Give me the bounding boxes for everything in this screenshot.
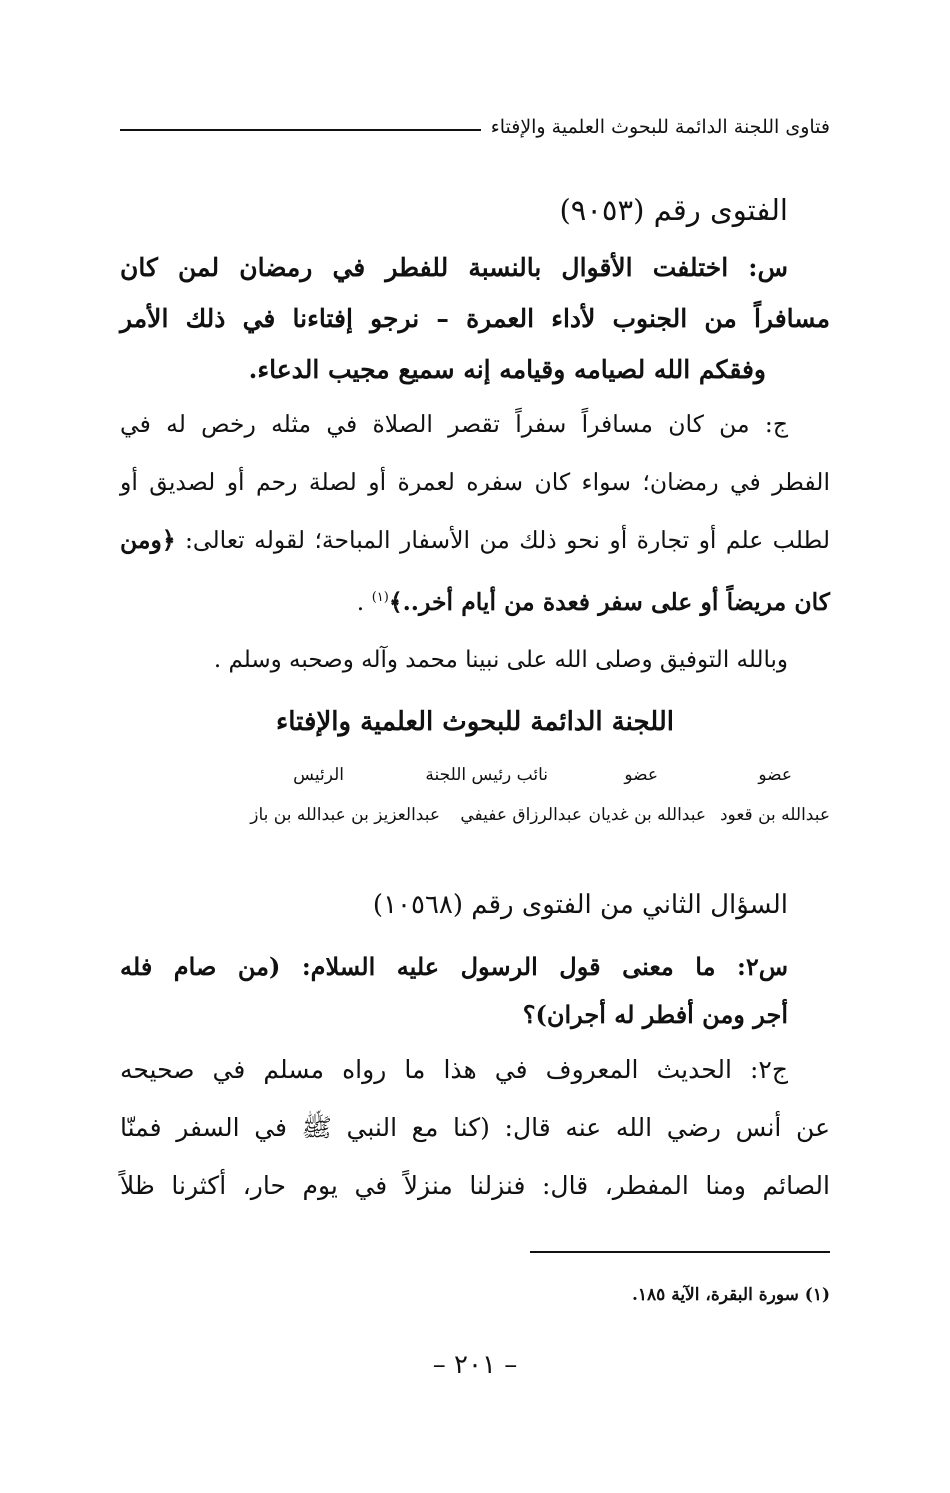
answer-2-line: ج٢: الحديث المعروف في هذا ما رواه مسلم في صحيحه [120,1054,788,1084]
verse-text: كان مريضاً أو على سفر فعدة من أيام أخر..﴾ [388,587,830,616]
question-1 [120,242,830,395]
running-title: فتاوى اللجنة الدائمة للبحوث العلمية والإفتاء [490,116,830,138]
committee-name: اللجنة الدائمة للبحوث العلمية والإفتاء [276,706,674,737]
verse-start: ﴿ومن [120,526,176,554]
footnote-reference: (١) [371,590,389,605]
answer-1 [120,395,830,631]
answer-2-line: عن أنس رضي الله عنه قال: (كنا مع النبي ﷺ في السفر فمنّا [120,1112,830,1142]
answer-2-line: الصائم ومنا المفطر، قال: فنزلنا منزلاً في يوم حار، أكثرنا ظلاً [120,1170,830,1200]
member-title: الرئيس [293,764,344,785]
member-title: عضو [758,764,792,785]
member-title: عضو [624,764,658,785]
question-1-line: س: اختلفت الأقوال بالنسبة للفطر في رمضان لمن كان [120,253,788,282]
question-1-line: مسافراً من الجنوب لأداء العمرة – نرجو إفتاءنا في ذلك الأمر [120,304,830,333]
member-title: نائب رئيس اللجنة [425,764,548,785]
page-body [120,180,830,1215]
question-1-line: وفقكم الله لصيامه وقيامه إنه سميع مجيب الدعاء. [248,355,766,384]
answer-1-line: ج: من كان مسافراً سفراً تقصر الصلاة في مثله رخص له في [120,410,788,438]
footnote: (١) سورة البقرة، الآية ١٨٥. [631,1285,830,1305]
verse-tail: . [356,587,372,616]
answer-1-text: لطلب علم أو تجارة أو نحو ذلك من الأسفار المباحة؛ لقوله تعالى: [185,526,830,554]
signature-block [120,761,830,851]
closing-prayer: وبالله التوفيق وصلى الله على نبينا محمد وآله وصحبه وسلم . [213,646,788,673]
answer-1-line: الفطر في رمضان؛ سواء كان سفره لعمرة أو لصلة رحم أو لصديق أو [120,468,830,496]
answer-1-line [120,511,830,569]
fatwa-2-heading: السؤال الثاني من الفتوى رقم (١٠٥٦٨) [372,889,788,920]
member-name: عبدالعزيز بن عبدالله بن باز [250,804,440,825]
member-name: عبدالله بن غديان [588,804,706,825]
answer-2 [120,1041,830,1215]
footnote-rule [530,1251,830,1253]
running-header [120,112,830,142]
question-2-line: أجر ومن أفطر له أجران)؟ [522,999,788,1029]
question-2-line: س٢: ما معنى قول الرسول عليه السلام: (من صام فله [120,951,788,981]
question-2 [120,943,830,1039]
answer-1-verse-line [120,569,830,631]
member-name: عبدالله بن قعود [719,804,830,825]
member-name: عبدالرزاق عفيفي [460,804,582,825]
header-rule [120,129,481,131]
page-number: – ٢٠١ – [432,1350,518,1380]
fatwa-number-heading: الفتوى رقم (٩٠٥٣) [559,193,788,227]
